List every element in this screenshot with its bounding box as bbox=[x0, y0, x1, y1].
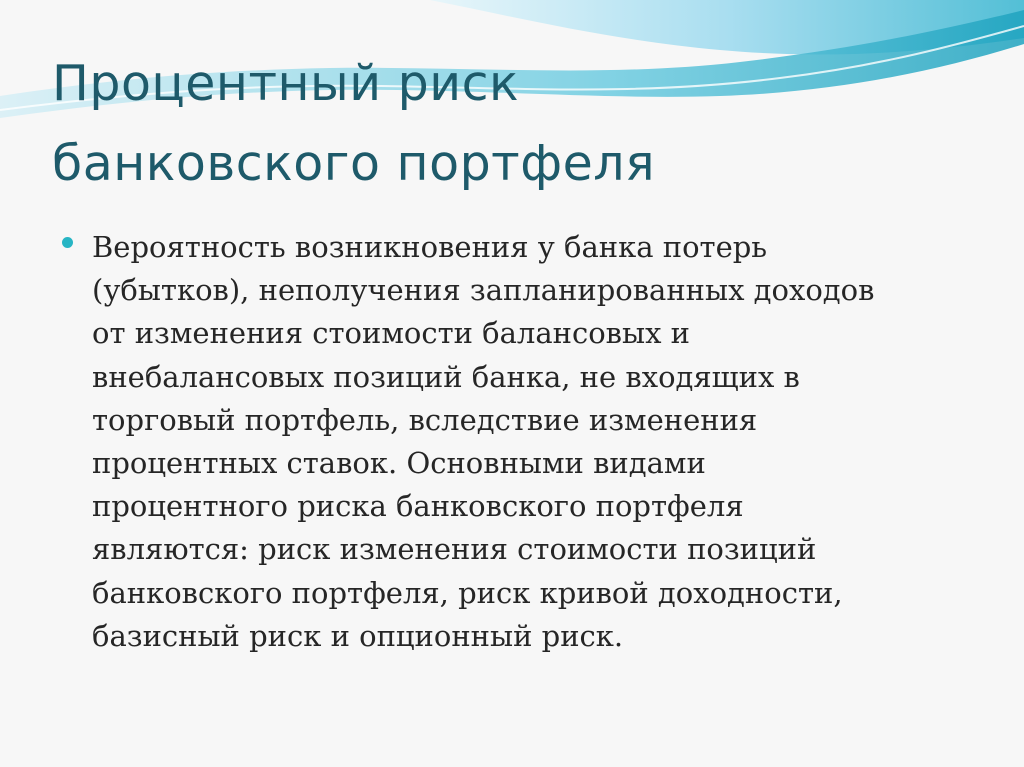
bullet-dot-icon bbox=[62, 237, 73, 248]
bullet-line: (убытков), неполучения запланированных доходов bbox=[92, 273, 875, 308]
bullet-text bbox=[92, 226, 952, 658]
bullet-line: процентных ставок. Основными видами bbox=[92, 446, 706, 481]
bullet-line: процентного риска банковского портфеля bbox=[92, 489, 744, 524]
bullet-line: Вероятность возникновения у банка потерь bbox=[92, 230, 768, 264]
title-line: банковского портфеля bbox=[52, 135, 656, 192]
slide-title bbox=[52, 44, 952, 204]
bullet-line: внебалансовых позиций банка, не входящих в bbox=[92, 359, 800, 394]
bullet-line: от изменения стоимости балансовых и bbox=[92, 316, 690, 351]
bullet-line: базисный риск и опционный риск. bbox=[92, 618, 624, 653]
title-line: Процентный риск bbox=[52, 55, 520, 112]
bullet-line: являются: риск изменения стоимости позиций bbox=[92, 532, 817, 567]
bullet-line: торговый портфель, вследствие изменения bbox=[92, 402, 758, 437]
bullet-line: банковского портфеля, риск кривой доходности, bbox=[92, 575, 843, 610]
